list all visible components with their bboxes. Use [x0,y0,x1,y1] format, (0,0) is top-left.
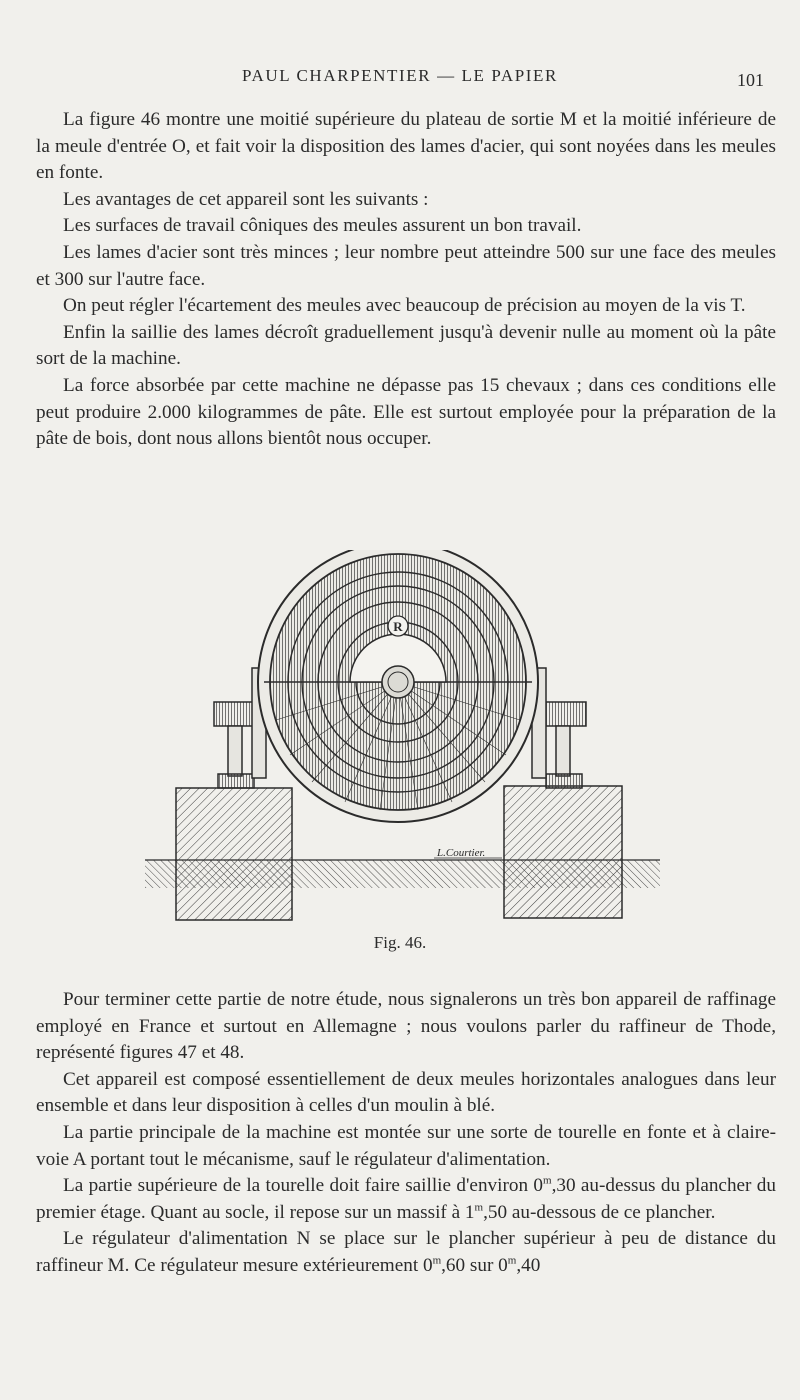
paragraph: Les avantages de cet appareil sont les suivants : [63,188,429,210]
figure-caption: Fig. 46. [373,933,427,952]
unit-superscript: m [507,1254,517,1267]
text-run: ,50 au-dessous de ce plancher. [483,1201,716,1223]
engraver-signature: L.Courtier. [437,847,486,859]
running-title: PAUL CHARPENTIER — LE PAPIER [242,66,558,85]
paragraph [36,1173,776,1226]
unit-superscript: m [543,1174,552,1187]
paragraph: On peut régler l'écartement des meules avec beaucoup de précision au moyen de la vis T. [63,295,746,317]
text-run: ,60 sur 0 [441,1254,508,1276]
paragraph: Les surfaces de travail côniques des meules assurent un bon travail. [63,215,582,237]
paragraph: Enfin la saillie des lames décroît graduellement jusqu'à devenir nulle au moment où la pâte sort de la machine. [36,321,776,370]
paragraph: La figure 46 montre une moitié supérieure du plateau de sortie M et la moitié inférieure de la meule d'entrée O, et fait voir la disposition des lames d'acier, qui sont noyées dans les meules en fonte. [36,109,776,184]
shaft [382,666,414,698]
figure-46-illustration [140,550,660,930]
page-header [0,64,800,92]
page-number: 101 [737,70,764,90]
paragraph: Pour terminer cette partie de notre étude, nous signalerons un très bon appareil de raffinage employé en France et surtout en Allemagne ; nous voulons parler du raffineur de Thode, représenté figures 47 et 48. [36,989,776,1064]
refiner-drawing [140,550,660,930]
text-block-bottom [36,987,776,1280]
left-masonry-block [176,788,292,920]
unit-superscript: m [432,1254,442,1267]
right-bracket [532,668,586,788]
text-run: La partie supérieure de la tourelle doit faire saillie d'environ 0 [63,1175,543,1197]
paragraph: La force absorbée par cette machine ne dépasse pas 15 chevaux ; dans ces conditions elle peut produire 2.000 kilogrammes de pâte. Elle est surtout employée pour la préparation de la pâte de bois, dont nous allons bientôt nous occuper. [36,374,776,450]
unit-superscript: m [474,1201,484,1214]
paragraph [36,1226,776,1279]
paragraph: Les lames d'acier sont très minces ; leur nombre peut atteindre 500 sur une face des meules et 300 sur l'autre face. [36,241,776,290]
right-masonry-block [504,786,622,918]
label-r: R [393,619,403,634]
text-run: ,40 [516,1254,541,1276]
text-run: Le régulateur d'alimentation N se place sur le plancher supérieur à peu de distance du raffineur M. Ce régulateur mesure extérieurement 0 [36,1228,776,1276]
paragraph: Cet appareil est composé essentiellement de deux meules horizontales analogues dans leur ensemble et dans leur disposition à celles d'un moulin à blé. [36,1068,776,1117]
paragraph: La partie principale de la machine est montée sur une sorte de tourelle en fonte et à claire-voie A portant tout le mécanisme, sauf le régulateur d'alimentation. [36,1121,776,1170]
text-run: ,30 au-dessus du plancher du premier étage. Quant au socle, il repose sur un massif à 1 [36,1175,776,1223]
text-block-top [36,107,776,453]
